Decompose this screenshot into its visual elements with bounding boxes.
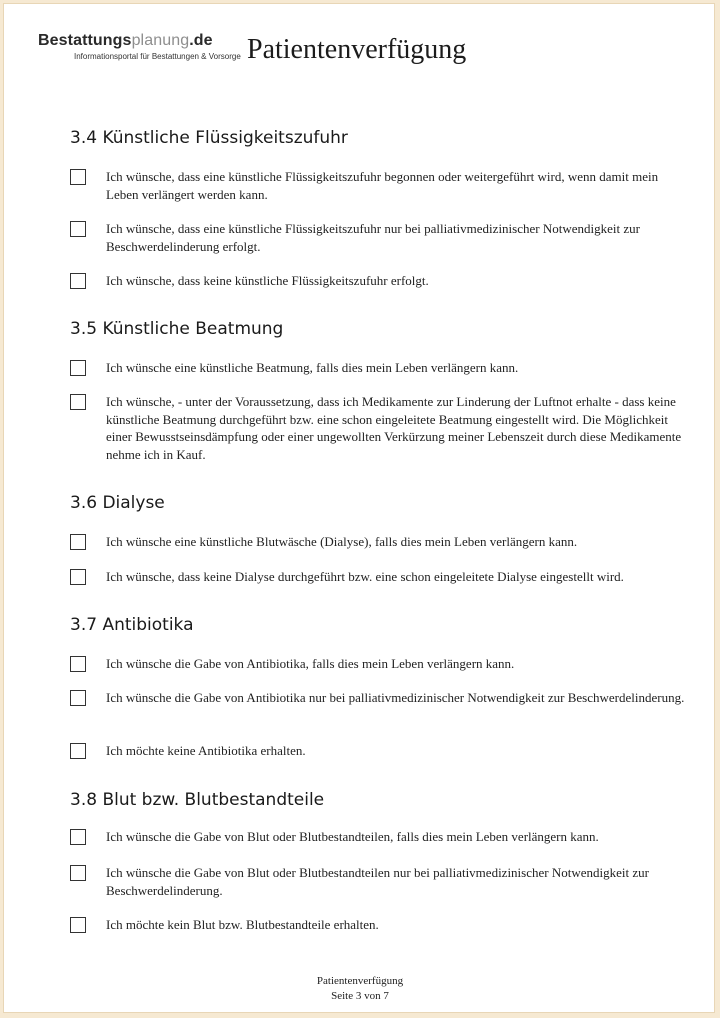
section-title: 3.4 Künstliche Flüssigkeitszufuhr [70, 128, 348, 148]
option-checkbox[interactable] [70, 169, 86, 185]
option-text: Ich möchte kein Blut bzw. Blutbestandteile erhalten. [106, 917, 379, 932]
footer-page-number: Seite 3 von 7 [331, 990, 389, 1002]
option-checkbox[interactable] [70, 743, 86, 759]
option-text: Ich wünsche, dass eine künstliche Flüssigkeitszufuhr begonnen oder weitergeführt wird, wenn damit mein Leben verlängert werden kann. [106, 169, 659, 202]
document-title: Patientenverfügung [247, 34, 467, 65]
option-checkbox[interactable] [70, 360, 86, 376]
option-checkbox[interactable] [70, 656, 86, 672]
logo-tagline: Informationsportal für Bestattungen & Vorsorge [74, 52, 241, 61]
option-checkbox[interactable] [70, 865, 86, 881]
option-text: Ich wünsche die Gabe von Blut oder Blutbestandteilen, falls dies mein Leben verlängern kann. [106, 829, 599, 844]
option-text: Ich wünsche, dass keine Dialyse durchgeführt bzw. eine schon eingeleitete Dialyse eingestellt wird. [106, 569, 624, 584]
option-checkbox[interactable] [70, 829, 86, 845]
section-title: 3.7 Antibiotika [70, 615, 194, 635]
document-page [3, 3, 715, 1013]
option-text: Ich wünsche die Gabe von Blut oder Blutbestandteilen nur bei palliativmedizinischer Notwendigkeit zur Beschwerdelinderung. [106, 865, 649, 898]
logo-text-accent: planung [131, 32, 190, 49]
option-text: Ich wünsche, dass keine künstliche Flüssigkeitszufuhr erfolgt. [106, 273, 429, 288]
footer-document-name: Patientenverfügung [316, 975, 404, 987]
logo-text-main: Bestattungs [38, 32, 132, 49]
logo-text-tld: .de [189, 32, 213, 49]
page-footer [4, 974, 716, 1004]
option-checkbox[interactable] [70, 273, 86, 289]
option-checkbox[interactable] [70, 221, 86, 237]
option-text: Ich möchte keine Antibiotika erhalten. [106, 743, 306, 758]
section-title: 3.6 Dialyse [70, 493, 165, 513]
option-checkbox[interactable] [70, 534, 86, 550]
option-text: Ich wünsche eine künstliche Blutwäsche (Dialyse), falls dies mein Leben verlängern kann. [106, 534, 578, 549]
option-checkbox[interactable] [70, 690, 86, 706]
section-title: 3.5 Künstliche Beatmung [70, 319, 284, 339]
option-checkbox[interactable] [70, 569, 86, 585]
option-text: Ich wünsche die Gabe von Antibiotika, falls dies mein Leben verlängern kann. [106, 656, 515, 671]
option-text: Ich wünsche, - unter der Voraussetzung, dass ich Medikamente zur Linderung der Luftnot erhalte - dass keine künstliche Beatmung durchgeführt bzw. eine schon eingeleitete Beatmung eingestellt wird. Die Möglichkeit einer Bewusstseinsdämpfung oder einer ungewollten Verkürzung meiner Lebenszeit durch diese Medikamente nehme ich in Kauf. [106, 394, 682, 462]
option-text: Ich wünsche, dass eine künstliche Flüssigkeitszufuhr nur bei palliativmedizinischer Notwendigkeit zur Beschwerdelinderung erfolgt. [106, 221, 640, 254]
option-text: Ich wünsche eine künstliche Beatmung, falls dies mein Leben verlängern kann. [106, 360, 519, 375]
option-checkbox[interactable] [70, 394, 86, 410]
section-title: 3.8 Blut bzw. Blutbestandteile [70, 790, 325, 810]
brand-logo[interactable] [38, 32, 213, 50]
option-text: Ich wünsche die Gabe von Antibiotika nur bei palliativmedizinischer Notwendigkeit zur Beschwerdelinderung. [106, 690, 685, 705]
option-checkbox[interactable] [70, 917, 86, 933]
